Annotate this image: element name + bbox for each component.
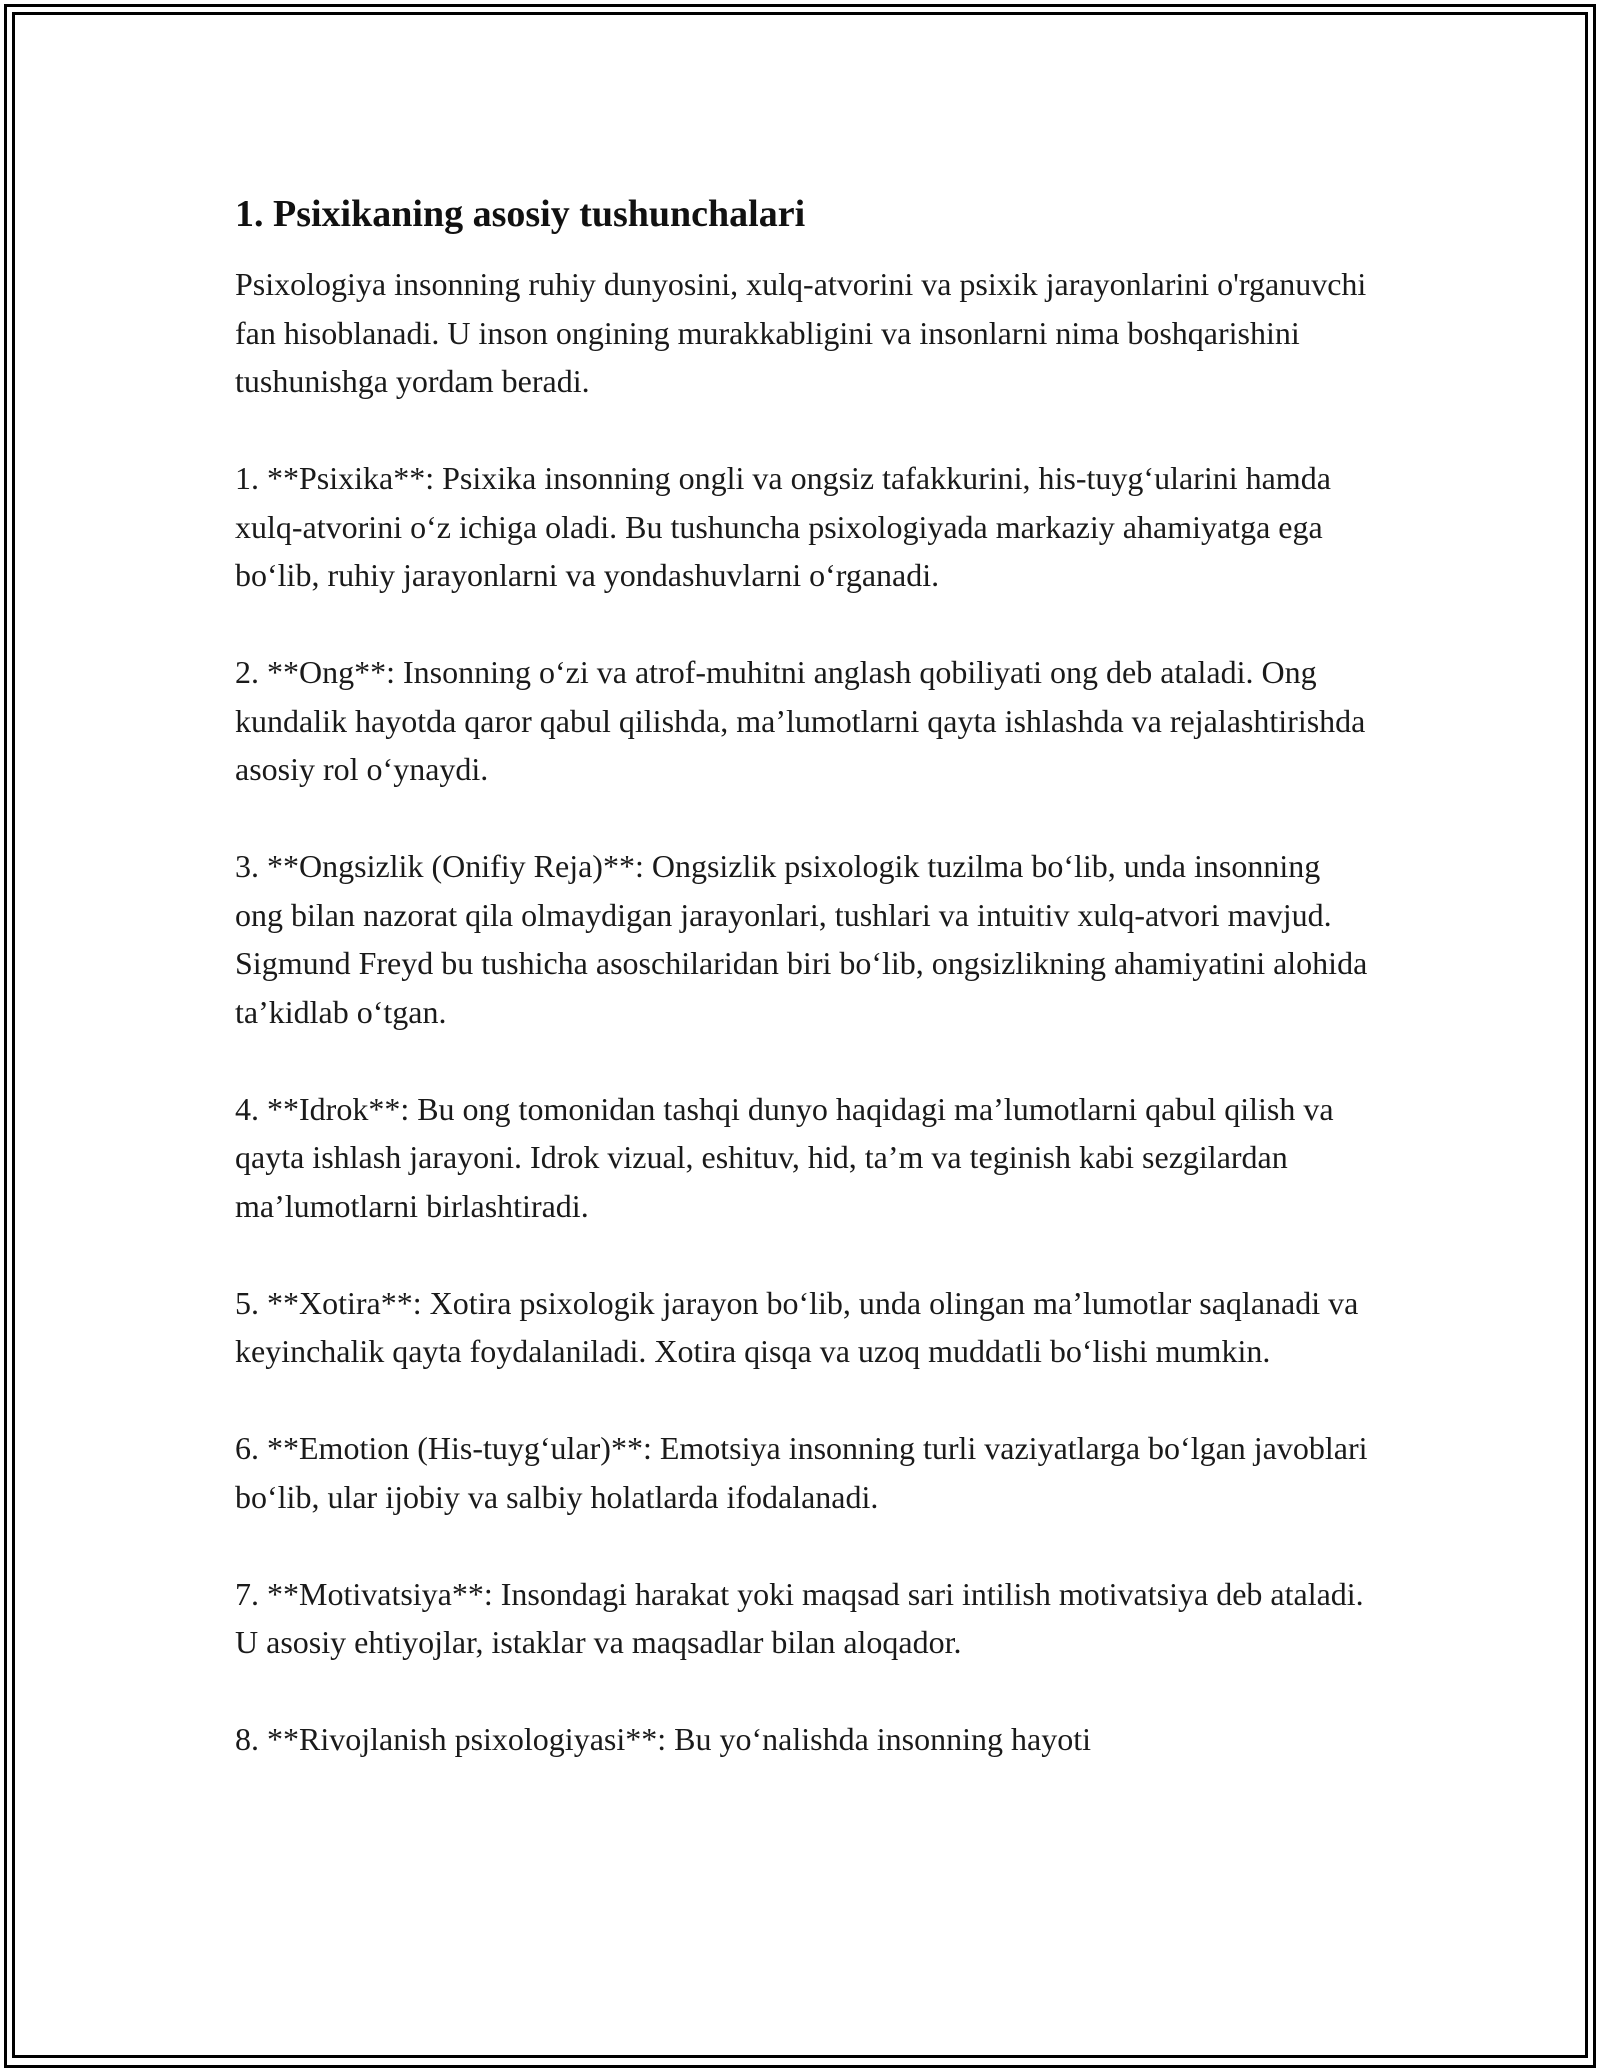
concept-item-rivojlanish: 8. **Rivojlanish psixologiyasi**: Bu yo‘nalishda insonning hayoti xyxy=(235,1721,1091,1757)
concept-item-psixika: 1. **Psixika**: Psixika insonning ongli va ongsiz tafakkurini, his-tuyg‘ularini hamda xulq-atvorini o‘z ichiga oladi. Bu tushuncha psixologiyada markaziy ahamiyatga ega bo‘lib, ruhiy jarayonlarni va yondashuvlarni o‘rganadi. xyxy=(235,460,1331,593)
concept-item-idrok: 4. **Idrok**: Bu ong tomonidan tashqi dunyo haqidagi ma’lumotlarni qabul qilish va qayta ishlash jarayoni. Idrok vizual, eshituv, hid, ta’m va teginish kabi sezgilardan ma’lumotlarni birlashtiradi. xyxy=(235,1090,1334,1224)
concept-item-ong: 2. **Ong**: Insonning o‘zi va atrof-muhitni anglash qobiliyati ong deb ataladi. Ong kundalik hayotda qaror qabul qilishda, ma’lumotlarni qayta ishlashda va rejalashtirishda asosiy rol o‘ynaydi. xyxy=(235,654,1366,787)
concept-item-ongsizlik: 3. **Ongsizlik (Onifiy Reja)**: Ongsizlik psixologik tuzilma bo‘lib, unda insonning ong bilan nazorat qila olmaydigan jarayonlari, tushlari va intuitiv xulq-atvori mavjud. Sigmund Freyd bu tushicha asoschilaridan biri bo‘lib, ongsizlikning ahamiyatini alohida ta’kidlab o‘tgan. xyxy=(235,848,1368,1030)
page-title: 1. Psixikaning asosiy tushunchalari xyxy=(235,193,806,235)
document-body xyxy=(235,186,1375,1812)
concept-item-motivatsiya: 7. **Motivatsiya**: Insondagi harakat yoki maqsad sari intilish motivatsiya deb ataladi. U asosiy ehtiyojlar, istaklar va maqsadlar bilan aloqador. xyxy=(235,1575,1364,1660)
intro-paragraph: Psixologiya insonning ruhiy dunyosini, xulq-atvorini va psixik jarayonlarini o'rganuvchi fan hisoblanadi. U inson ongining murakkabligini va insonlarni nima boshqarishini tushunishga yordam beradi. xyxy=(235,266,1367,399)
concept-item-xotira: 5. **Xotira**: Xotira psixologik jarayon bo‘lib, unda olingan ma’lumotlar saqlanadi va keyinchalik qayta foydalaniladi. Xotira qisqa va uzoq muddatli bo‘lishi mumkin. xyxy=(235,1284,1359,1369)
concept-item-emotion: 6. **Emotion (His-tuyg‘ular)**: Emotsiya insonning turli vaziyatlarga bo‘lgan javoblari bo‘lib, ular ijobiy va salbiy holatlarda ifodalanadi. xyxy=(235,1430,1368,1515)
